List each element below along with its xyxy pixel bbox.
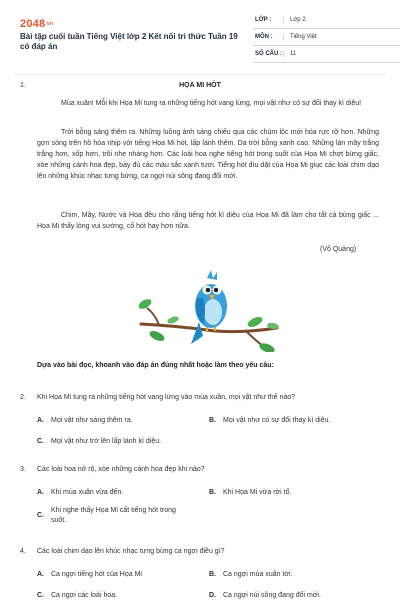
answer-option-a[interactable]	[37, 488, 123, 498]
logo-text: 2048	[20, 18, 46, 30]
divider	[14, 74, 386, 75]
option-letter: B.	[209, 417, 216, 424]
question-number: 1.	[20, 82, 26, 89]
question-number: 3.	[20, 466, 26, 473]
question-text: Các loài hoa nở rộ, xòe những cánh hoa đẹp khi nào?	[37, 466, 205, 473]
meta-value: Tiếng Việt	[283, 34, 400, 40]
answer-option-b[interactable]	[209, 488, 291, 498]
logo-suffix: .vn	[45, 21, 54, 28]
question-number: 4.	[20, 548, 26, 555]
meta-row-class	[253, 12, 400, 29]
option-text: Khi Họa Mi vừa rời tổ.	[223, 489, 292, 496]
header	[20, 12, 382, 70]
question-text: Các loài chim dạo lên khúc nhạc tưng bừng ca ngợi điều gì?	[37, 548, 225, 555]
question-text: Khi Họa Mi tung ra những tiếng hót vang lừng vào mùa xuân, mọi vật như thế nào?	[37, 394, 296, 401]
meta-label: LỚP :	[255, 17, 272, 23]
question-number: 2.	[20, 394, 26, 401]
meta-label: MÔN :	[255, 34, 273, 40]
option-letter: A.	[37, 571, 44, 578]
option-text: Mọi vật như có sự đổi thay kì diệu.	[223, 417, 331, 424]
meta-value: Lớp 2	[283, 17, 400, 23]
option-letter: C.	[37, 438, 44, 445]
option-text: Ca ngợi mùa xuân tới.	[223, 571, 293, 578]
story-paragraph: Chim, Mây, Nước và Hoa đều cho rằng tiếng hót kì diệu của Họa Mi đã làm cho tất cả bừng giấc ... Họa Mi thấy lòng vui sướng, cố hót hay hơn nữa.	[37, 212, 379, 230]
option-text: Ca ngợi tiếng hót của Họa Mi	[51, 571, 142, 578]
option-text: Ca ngợi các loài hoa.	[51, 592, 118, 599]
option-letter: B.	[209, 489, 216, 496]
story-title: HỌA MI HÓT	[179, 82, 221, 89]
option-letter: D.	[209, 592, 216, 599]
option-letter: B.	[209, 571, 216, 578]
option-text: Khi nghe thấy Họa Mi cất tiếng hót trong suốt.	[51, 507, 176, 524]
option-letter: A.	[37, 489, 44, 496]
answer-option-b[interactable]	[209, 570, 293, 580]
option-text: Mọi vật như sáng thêm ra.	[51, 417, 133, 424]
story-author: (Võ Quảng)	[320, 246, 357, 253]
meta-value: 11	[283, 51, 400, 57]
bird-on-branch-illustration	[137, 264, 279, 352]
meta-row-subject	[253, 29, 400, 46]
answer-option-a[interactable]	[37, 570, 142, 580]
instruction-text: Dựa vào bài đọc, khoanh vào đáp án đúng nhất hoặc làm theo yêu cầu:	[37, 362, 274, 369]
option-text: Ca ngợi núi sông đang đổi mới.	[223, 592, 321, 599]
option-letter: C.	[37, 512, 44, 519]
site-logo[interactable]	[20, 18, 53, 30]
story-paragraph: Mùa xuân! Mỗi khi Họa Mi tung ra những tiếng hót vang lừng, mọi vật như có sự đổi thay kì diệu!	[61, 100, 362, 107]
answer-option-c[interactable]	[37, 437, 161, 447]
option-text: Mọi vật như trở lên lấp lánh kì diệu.	[51, 438, 162, 445]
meta-table	[253, 12, 400, 63]
option-text: Khi mùa xuân vừa đến.	[51, 489, 124, 496]
option-letter: A.	[37, 417, 44, 424]
answer-option-b[interactable]	[209, 416, 330, 426]
story-paragraph: Trời bỗng sáng thêm ra. Những luồng ánh sáng chiếu qua các chùm lộc mới hóa rực rỡ hơn. Những gợn sóng trên hồ hòa nhịp với tiếng Họa Mi hót, lấp lánh thêm. Da trời bỗng xanh cao. Những làn mây trắng trắng hơn, xốp hơn, trôi nhẹ nhàng hơn. Các loài hoa nghe tiếng hót trong suốt của Họa Mi chợt bừng giấc, xòe những cánh hoa đẹp, bày đủ các màu sắc xanh tươi. Tiếng hót dìu dặt của Họa Mi giục các loài chim dạo lên những khúc nhạc tưng bừng, ca ngợi núi sông đang đổi mới.	[37, 129, 379, 180]
option-letter: C.	[37, 592, 44, 599]
meta-label: SỐ CÂU :	[255, 51, 282, 57]
meta-row-question-count	[253, 46, 400, 63]
answer-option-c[interactable]	[37, 506, 187, 526]
document-title: Bài tập cuối tuần Tiếng Việt lớp 2 Kết nối tri thức Tuần 19 có đáp án	[20, 32, 238, 51]
answer-option-a[interactable]	[37, 416, 133, 426]
